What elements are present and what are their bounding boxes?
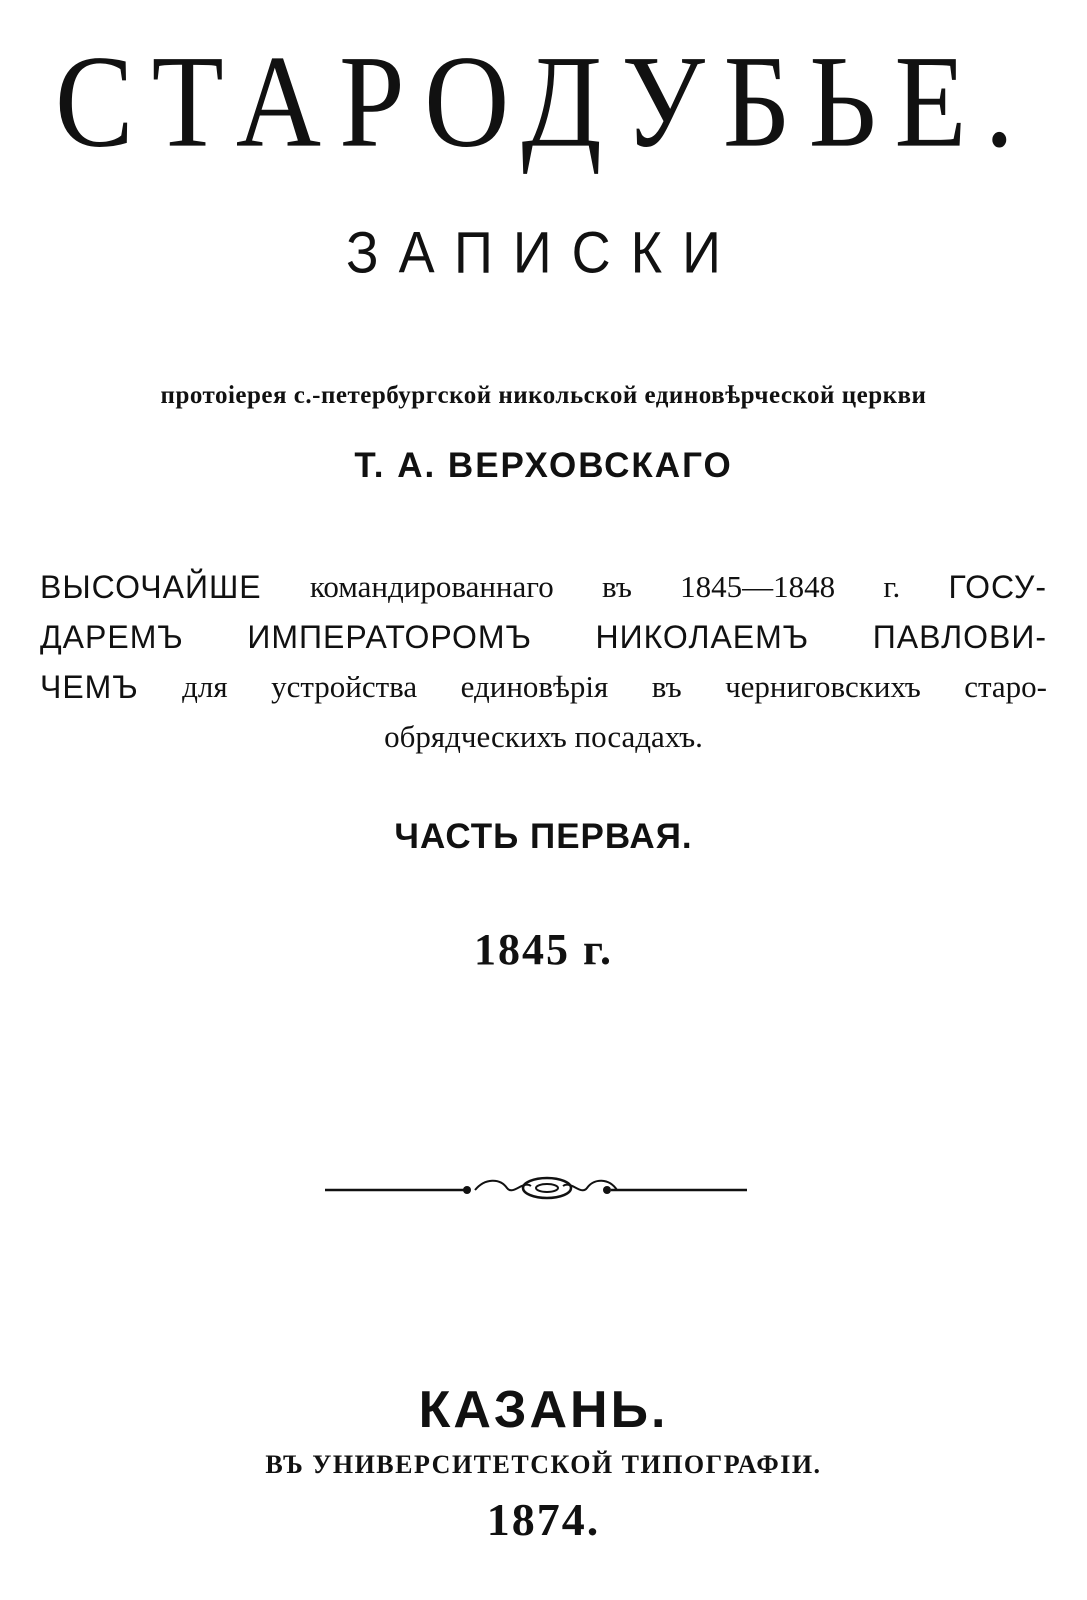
word: ВЫСОЧАЙШЕ	[40, 569, 262, 605]
commission-line-4	[40, 712, 1047, 762]
imprint-city: КАЗАНЬ.	[418, 1381, 669, 1439]
word: обрядческихъ посадахъ.	[384, 719, 703, 754]
word: единовѣрія	[460, 669, 609, 704]
word: ИМПЕРАТОРОМЪ	[247, 619, 532, 655]
commission-paragraph	[40, 562, 1047, 762]
word: г.	[883, 569, 901, 604]
book-subtitle: ЗАПИСКИ	[346, 220, 741, 286]
word: командированнаго	[309, 569, 554, 604]
book-title: СТАРОДУБЬЕ.	[54, 28, 1033, 175]
word: ЧЕМЪ	[40, 669, 139, 705]
word: ПАВЛОВИ-	[872, 619, 1047, 655]
imprint-year: 1874.	[486, 1494, 601, 1545]
commission-line-1	[40, 562, 1047, 612]
word: устройства	[271, 669, 418, 704]
word: НИКОЛАЕМЪ	[595, 619, 810, 655]
word: въ	[601, 569, 632, 604]
commission-line-2	[40, 612, 1047, 662]
commission-line-3	[40, 662, 1047, 712]
word: 1845—1848	[680, 569, 836, 604]
word: старо-	[964, 669, 1047, 704]
word: ДАРЕМЪ	[40, 619, 184, 655]
word: ГОСУ-	[948, 569, 1047, 605]
author-name: Т. А. ВЕРХОВСКАГО	[354, 446, 733, 485]
author-description: протоіерея с.-петербургской никольской единовѣрческой церкви	[160, 382, 927, 409]
imprint-press: ВЪ УНИВЕРСИТЕТСКОЙ ТИПОГРАФІИ.	[265, 1450, 822, 1479]
part-year: 1845 г.	[473, 925, 614, 974]
ornamental-rule-icon	[325, 1168, 747, 1210]
part-label: ЧАСТЬ ПЕРВАЯ.	[394, 817, 693, 856]
word: въ	[651, 669, 682, 704]
word: черниговскихъ	[725, 669, 921, 704]
word: для	[182, 669, 228, 704]
